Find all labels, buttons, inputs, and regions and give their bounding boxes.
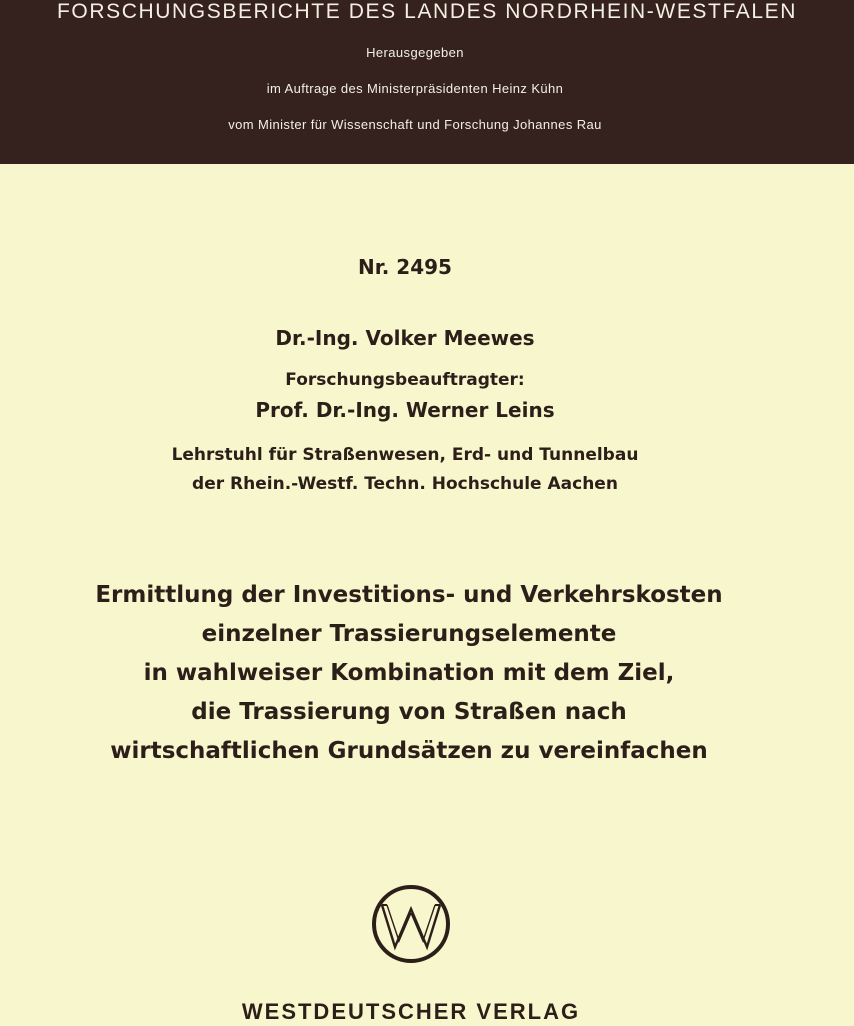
- title-line-3: in wahlweiser Kombination mit dem Ziel,: [143, 660, 675, 686]
- series-title: FORSCHUNGSBERICHTE DES LANDES NORDRHEIN-WESTFALEN: [57, 0, 797, 23]
- report-title: [0, 576, 818, 771]
- institute-line-1: Lehrstuhl für Straßenwesen, Erd- und Tunnelbau: [171, 445, 639, 465]
- editor-line-3: vom Minister für Wissenschaft und Forschung Johannes Rau: [228, 117, 602, 132]
- institute-line-2: der Rhein.-Westf. Techn. Hochschule Aachen: [192, 474, 618, 494]
- westdeutscher-verlag-logo-icon: [370, 883, 452, 965]
- publisher-name: WESTDEUTSCHER VERLAG: [241, 999, 581, 1024]
- title-line-1: Ermittlung der Investitions- und Verkehrskosten: [95, 582, 723, 608]
- author-name: Dr.-Ing. Volker Meewes: [275, 326, 535, 350]
- title-line-4: die Trassierung von Straßen nach: [191, 699, 627, 725]
- commissioner-label: Forschungsbeauftragter:: [285, 370, 525, 390]
- commissioner-name: Prof. Dr.-Ing. Werner Leins: [255, 398, 555, 422]
- editor-line-1: Herausgegeben: [366, 45, 464, 60]
- report-number: Nr. 2495: [358, 255, 452, 279]
- title-line-2: einzelner Trassierungselemente: [201, 621, 617, 647]
- series-header: [0, 0, 854, 164]
- editor-line-2: im Auftrage des Ministerpräsidenten Heinz Kühn: [266, 81, 564, 96]
- title-line-5: wirtschaftlichen Grundsätzen zu vereinfachen: [110, 738, 708, 764]
